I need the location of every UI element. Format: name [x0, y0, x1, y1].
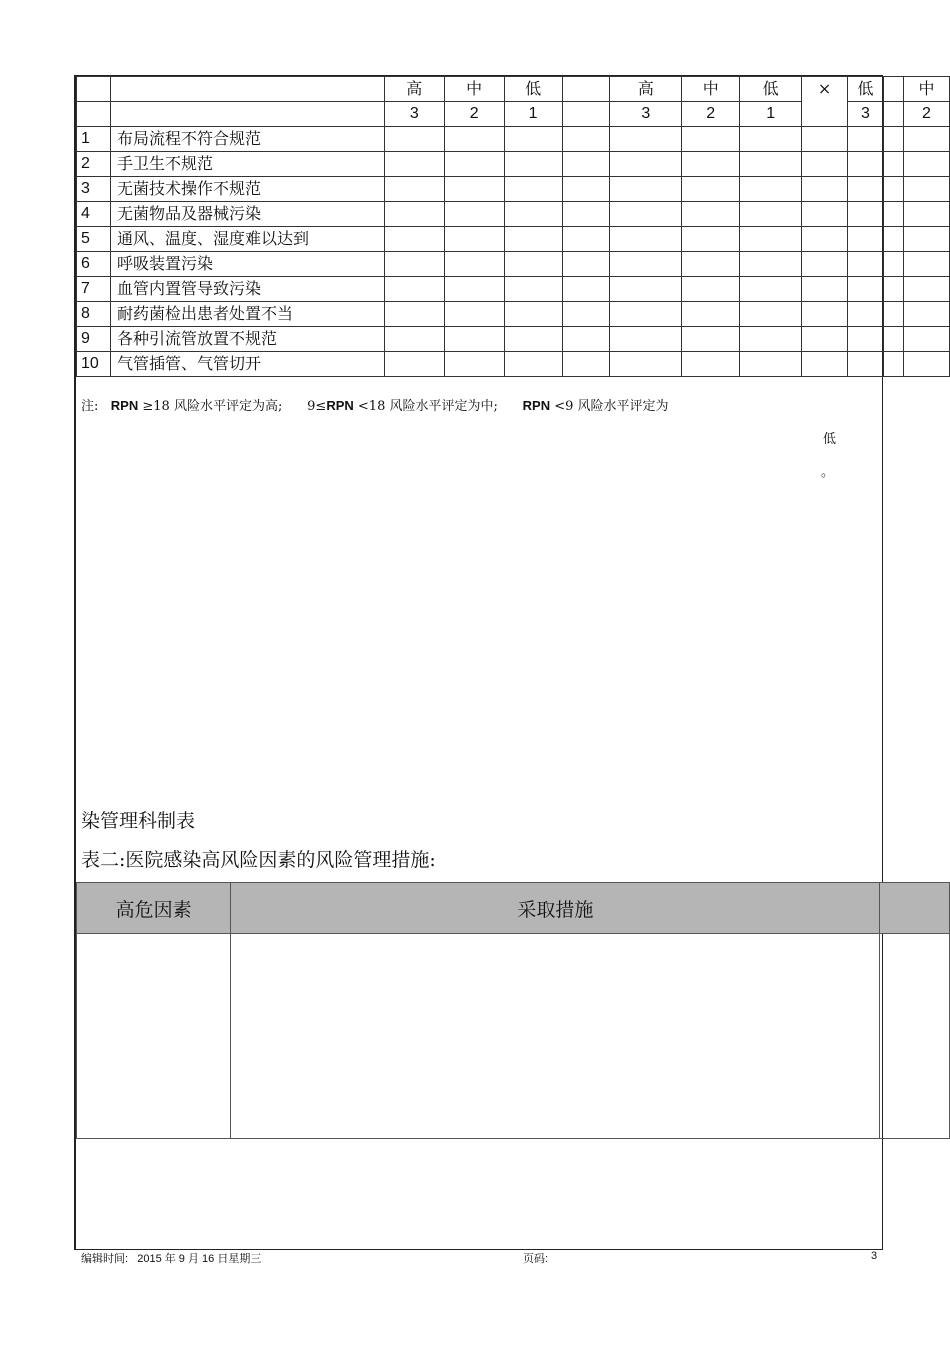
score-cell[interactable]: [802, 177, 848, 202]
header-cell: [110, 102, 384, 127]
table2-title: 表二:医院感染高风险因素的风险管理措施:: [81, 849, 436, 871]
row-number: 2: [77, 152, 111, 177]
score-cell[interactable]: [444, 202, 504, 227]
row-number: 5: [77, 227, 111, 252]
risk-factor-label: 呼吸装置污染: [110, 252, 384, 277]
risk-assessment-table: [76, 76, 950, 377]
score-cell[interactable]: [740, 177, 802, 202]
score-cell[interactable]: [610, 327, 682, 352]
score-cell[interactable]: [444, 302, 504, 327]
header-cell: [562, 77, 610, 102]
score-cell[interactable]: [883, 177, 903, 202]
note-wrap-low: 低: [823, 432, 837, 447]
score-cell[interactable]: [848, 202, 884, 227]
row-number: 6: [77, 252, 111, 277]
score-cell[interactable]: [903, 327, 949, 352]
score-cell[interactable]: [610, 152, 682, 177]
header-score-cell: 2: [903, 102, 949, 127]
score-cell[interactable]: [384, 277, 444, 302]
score-cell[interactable]: [883, 352, 903, 377]
high-risk-factor-header: 高危因素: [77, 883, 231, 934]
score-cell[interactable]: [903, 127, 949, 152]
score-cell[interactable]: [562, 277, 610, 302]
note-mid-rule: <18 风险水平评定为中;: [357, 399, 498, 414]
risk-measures-table: [76, 882, 950, 1139]
score-cell[interactable]: [740, 352, 802, 377]
score-cell[interactable]: [682, 252, 740, 277]
score-cell[interactable]: [740, 302, 802, 327]
score-cell[interactable]: [883, 302, 903, 327]
measures-taken-header: 采取措施: [231, 883, 880, 934]
score-cell[interactable]: [903, 202, 949, 227]
risk-factor-label: 耐药菌检出患者处置不当: [110, 302, 384, 327]
score-cell[interactable]: [903, 352, 949, 377]
score-cell[interactable]: [562, 302, 610, 327]
table-row: [77, 327, 950, 352]
table-row: [77, 352, 950, 377]
note-rpn-label: RPN: [326, 398, 354, 413]
score-cell[interactable]: [610, 277, 682, 302]
score-cell[interactable]: [802, 302, 848, 327]
header-score-cell: 2: [444, 102, 504, 127]
score-cell[interactable]: [903, 152, 949, 177]
score-cell[interactable]: [883, 202, 903, 227]
header-cell: [110, 77, 384, 102]
header-cell: [77, 102, 111, 127]
score-cell[interactable]: [903, 227, 949, 252]
score-cell[interactable]: [610, 227, 682, 252]
row-number: 4: [77, 202, 111, 227]
score-cell[interactable]: [562, 252, 610, 277]
header-cell: [883, 102, 903, 127]
score-cell[interactable]: [883, 252, 903, 277]
score-cell[interactable]: [384, 302, 444, 327]
footer-page-label: 页码:: [523, 1253, 549, 1265]
score-cell[interactable]: [903, 277, 949, 302]
score-cell[interactable]: [883, 277, 903, 302]
risk-factor-label: 布局流程不符合规范: [110, 127, 384, 152]
score-cell[interactable]: [903, 252, 949, 277]
score-cell[interactable]: [504, 177, 562, 202]
score-cell[interactable]: [444, 327, 504, 352]
row-number: 10: [77, 352, 111, 377]
score-cell[interactable]: [740, 327, 802, 352]
header-cell-medium: 中: [682, 77, 740, 102]
score-cell[interactable]: [610, 252, 682, 277]
header-cell-high: 高: [384, 77, 444, 102]
note-low-rule: <9 风险水平评定为: [554, 399, 669, 414]
score-cell[interactable]: [802, 277, 848, 302]
score-cell[interactable]: [610, 202, 682, 227]
score-cell[interactable]: [384, 127, 444, 152]
score-cell[interactable]: [562, 352, 610, 377]
header-score-cell: 3: [384, 102, 444, 127]
risk-factor-label: 无菌技术操作不规范: [110, 177, 384, 202]
risk-factor-label: 气管插管、气管切开: [110, 352, 384, 377]
score-cell[interactable]: [802, 127, 848, 152]
score-cell[interactable]: [384, 352, 444, 377]
score-cell[interactable]: [848, 227, 884, 252]
score-cell[interactable]: [802, 227, 848, 252]
score-cell[interactable]: [444, 277, 504, 302]
header-score-cell: 1: [504, 102, 562, 127]
note-mid-prefix: 9≤: [307, 399, 327, 414]
score-cell[interactable]: [740, 127, 802, 152]
score-cell[interactable]: [682, 277, 740, 302]
score-cell[interactable]: [504, 152, 562, 177]
header-cell: [883, 77, 903, 102]
table-row: [77, 227, 950, 252]
risk-factor-label: 手卫生不规范: [110, 152, 384, 177]
score-cell[interactable]: [682, 202, 740, 227]
score-cell[interactable]: [883, 227, 903, 252]
note-rpn-label: RPN: [522, 398, 551, 413]
score-cell[interactable]: [562, 327, 610, 352]
score-cell[interactable]: [883, 152, 903, 177]
header-cell-empty: [880, 883, 950, 934]
score-cell[interactable]: [610, 302, 682, 327]
header-cell: [77, 77, 111, 102]
score-cell[interactable]: [444, 127, 504, 152]
score-cell[interactable]: [444, 352, 504, 377]
footer-page-number: 3: [871, 1250, 878, 1262]
table-maker-caption: 染管理科制表: [81, 810, 196, 832]
note-prefix: 注:: [81, 399, 99, 414]
header-cell-low: 低: [504, 77, 562, 102]
score-cell[interactable]: [740, 227, 802, 252]
header-score-cell: 2: [682, 102, 740, 127]
table-row: [77, 152, 950, 177]
header-cell-low: 低: [740, 77, 802, 102]
score-cell[interactable]: [848, 252, 884, 277]
risk-factor-label: 血管内置管导致污染: [110, 277, 384, 302]
table-row: [77, 252, 950, 277]
score-cell[interactable]: [444, 252, 504, 277]
score-cell[interactable]: [740, 277, 802, 302]
score-cell[interactable]: [740, 252, 802, 277]
row-number: 3: [77, 177, 111, 202]
table-row: [77, 277, 950, 302]
score-cell[interactable]: [444, 177, 504, 202]
score-cell[interactable]: [848, 127, 884, 152]
score-cell[interactable]: [444, 152, 504, 177]
table-row: [77, 302, 950, 327]
score-cell[interactable]: [802, 352, 848, 377]
table-row: [77, 127, 950, 152]
score-cell[interactable]: [802, 252, 848, 277]
score-cell[interactable]: [384, 202, 444, 227]
measures-header-row: [77, 883, 950, 934]
score-cell[interactable]: [504, 227, 562, 252]
note-high-rule: ≥18 风险水平评定为高;: [142, 399, 283, 414]
score-cell[interactable]: [562, 152, 610, 177]
score-cell[interactable]: [504, 327, 562, 352]
header-score-cell: 3: [848, 102, 884, 127]
row-number: 1: [77, 127, 111, 152]
header-cell-medium: 中: [444, 77, 504, 102]
score-cell[interactable]: [562, 202, 610, 227]
high-risk-factor-cell[interactable]: [77, 934, 231, 1139]
header-cell-low: 低: [848, 77, 884, 102]
score-cell[interactable]: [848, 302, 884, 327]
risk-factor-label: 各种引流管放置不规范: [110, 327, 384, 352]
score-cell[interactable]: [562, 127, 610, 152]
score-cell[interactable]: [740, 152, 802, 177]
score-cell[interactable]: [384, 327, 444, 352]
score-cell[interactable]: [384, 227, 444, 252]
table-row: [77, 202, 950, 227]
score-cell[interactable]: [504, 277, 562, 302]
header-cell-multiply: ×: [802, 77, 848, 127]
score-cell[interactable]: [682, 177, 740, 202]
row-number: 7: [77, 277, 111, 302]
table-header-row-1: [77, 77, 950, 102]
score-cell[interactable]: [504, 352, 562, 377]
score-cell[interactable]: [903, 177, 949, 202]
score-cell[interactable]: [848, 277, 884, 302]
body-cell-empty: [880, 934, 950, 1139]
score-cell[interactable]: [384, 177, 444, 202]
score-cell[interactable]: [682, 127, 740, 152]
score-cell[interactable]: [682, 302, 740, 327]
table-row: [77, 177, 950, 202]
header-cell-medium: 中: [903, 77, 949, 102]
score-cell[interactable]: [883, 127, 903, 152]
score-cell[interactable]: [504, 252, 562, 277]
header-cell-high: 高: [610, 77, 682, 102]
header-cell: [562, 102, 610, 127]
note-rpn-label: RPN: [110, 398, 139, 413]
score-cell[interactable]: [740, 202, 802, 227]
score-cell[interactable]: [444, 227, 504, 252]
note-wrap-period: 。: [821, 465, 835, 480]
footer-edit-time: 编辑时间: 2015 年 9 月 16 日星期三: [81, 1253, 262, 1265]
risk-factor-label: 通风、温度、湿度难以达到: [110, 227, 384, 252]
score-cell[interactable]: [682, 152, 740, 177]
row-number: 8: [77, 302, 111, 327]
header-score-cell: 1: [740, 102, 802, 127]
measures-body-row: [77, 934, 950, 1139]
score-cell[interactable]: [883, 327, 903, 352]
score-cell[interactable]: [682, 352, 740, 377]
score-cell[interactable]: [802, 152, 848, 177]
score-cell[interactable]: [504, 302, 562, 327]
score-cell[interactable]: [610, 352, 682, 377]
score-cell[interactable]: [610, 127, 682, 152]
score-cell[interactable]: [802, 327, 848, 352]
score-cell[interactable]: [682, 227, 740, 252]
score-cell[interactable]: [562, 227, 610, 252]
score-cell[interactable]: [610, 177, 682, 202]
measures-taken-cell[interactable]: [231, 934, 880, 1139]
score-cell[interactable]: [682, 327, 740, 352]
row-number: 9: [77, 327, 111, 352]
score-cell[interactable]: [848, 327, 884, 352]
score-cell[interactable]: [848, 152, 884, 177]
score-cell[interactable]: [562, 177, 610, 202]
rpn-note: [81, 395, 669, 414]
score-cell[interactable]: [504, 202, 562, 227]
score-cell[interactable]: [384, 252, 444, 277]
score-cell[interactable]: [848, 352, 884, 377]
score-cell[interactable]: [384, 152, 444, 177]
score-cell[interactable]: [802, 202, 848, 227]
score-cell[interactable]: [504, 127, 562, 152]
risk-factor-label: 无菌物品及器械污染: [110, 202, 384, 227]
score-cell[interactable]: [848, 177, 884, 202]
score-cell[interactable]: [903, 302, 949, 327]
header-score-cell: 3: [610, 102, 682, 127]
